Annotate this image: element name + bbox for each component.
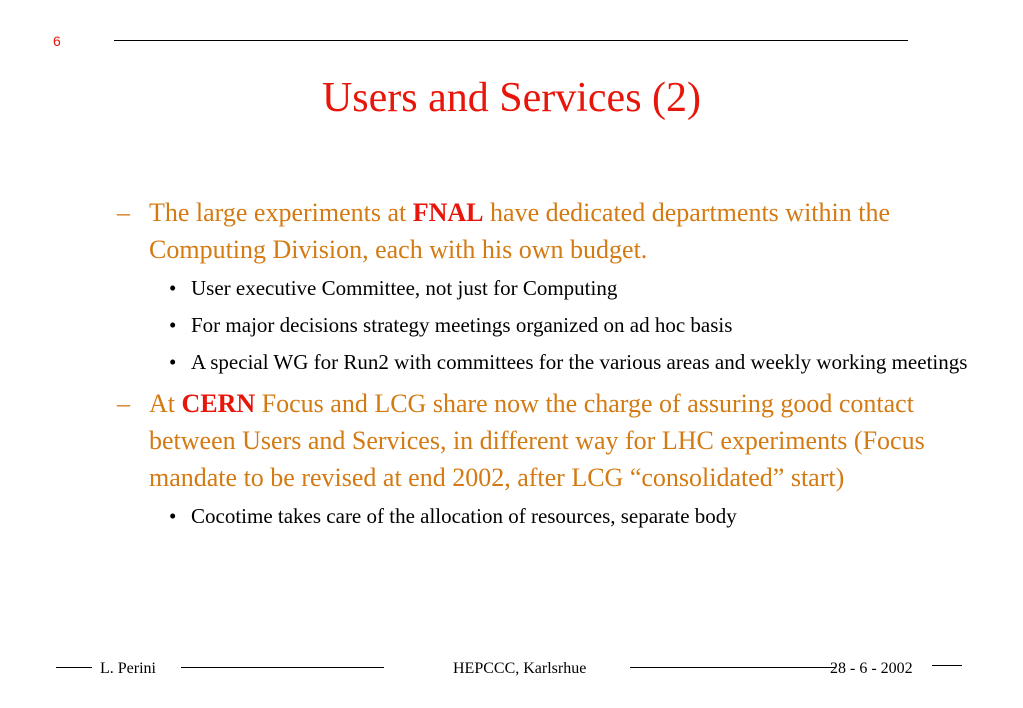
list-item	[169, 274, 997, 302]
bullet-marker: •	[169, 504, 177, 528]
sub-list-cern	[117, 502, 997, 530]
item-bold-term: CERN	[181, 389, 256, 418]
dash-marker: –	[117, 198, 130, 227]
footer-venue: HEPCCC, Karlsrhue	[453, 660, 587, 677]
item-text-before: The large experiments at	[149, 198, 413, 227]
list-item	[169, 348, 997, 376]
footer-rule-left	[56, 667, 92, 668]
slide-footer	[0, 656, 1023, 686]
dash-item-fnal	[117, 194, 997, 268]
bullet-marker: •	[169, 313, 177, 337]
item-text-after: Focus and LCG share now the charge of assuring good contact between Users and Services, in different way for LHC experiments (Focus mandate to be revised at end 2002, after LCG “consolidated” start)	[149, 389, 925, 492]
bullet-marker: •	[169, 350, 177, 374]
list-item-text: Cocotime takes care of the allocation of resources, separate body	[191, 504, 737, 528]
list-item-text: A special WG for Run2 with committees for the various areas and weekly working meetings	[191, 350, 968, 374]
list-item-text: For major decisions strategy meetings organized on ad hoc basis	[191, 313, 733, 337]
bullet-marker: •	[169, 276, 177, 300]
item-bold-term: FNAL	[412, 198, 484, 227]
list-item-text: User executive Committee, not just for Computing	[191, 276, 618, 300]
dash-item-cern	[117, 385, 997, 496]
footer-rule-mid-left	[181, 667, 384, 668]
footer-rule-mid-right	[630, 667, 835, 668]
list-item	[169, 311, 997, 339]
dash-marker: –	[117, 389, 130, 418]
item-text-before: At	[149, 389, 182, 418]
slide-title: Users and Services (2)	[321, 75, 702, 121]
footer-author: L. Perini	[100, 660, 156, 677]
footer-rule-right	[932, 665, 962, 666]
sub-list-fnal	[117, 274, 997, 376]
top-rule	[114, 40, 908, 41]
slide-number: 6	[53, 33, 61, 49]
footer-date: 28 - 6 - 2002	[830, 660, 913, 677]
slide-body	[117, 194, 997, 539]
item-text-after: have dedicated departments within the Computing Division, each with his own budget.	[149, 198, 890, 264]
list-item	[169, 502, 997, 530]
